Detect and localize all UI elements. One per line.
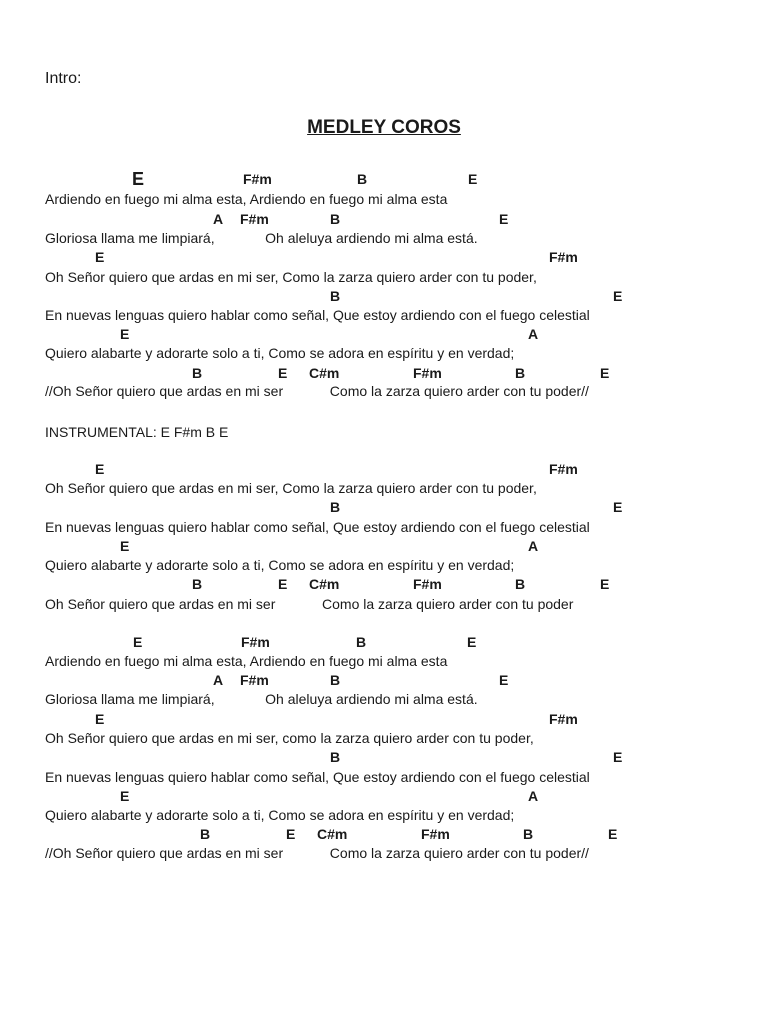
- lyric-line: Oh Señor quiero que ardas en mi ser, Como la zarza quiero arder con tu poder,: [45, 480, 537, 496]
- lyric-line: Gloriosa llama me limpiará, Oh aleluya ardiendo mi alma está.: [45, 691, 478, 707]
- chord: E: [600, 576, 610, 592]
- chord: E: [95, 249, 105, 265]
- chord: E: [132, 169, 145, 189]
- lyric-line: En nuevas lenguas quiero hablar como señal, Que estoy ardiendo con el fuego celestial: [45, 307, 590, 323]
- lyric-line: Ardiendo en fuego mi alma esta, Ardiendo en fuego mi alma esta: [45, 653, 448, 669]
- lyric-line: Gloriosa llama me limpiará, Oh aleluya ardiendo mi alma está.: [45, 230, 478, 246]
- lyric-line: Oh Señor quiero que ardas en mi ser, como la zarza quiero arder con tu poder,: [45, 730, 534, 746]
- chord: F#m: [243, 171, 272, 187]
- chord: C#m: [309, 365, 340, 381]
- chord: A: [528, 326, 539, 342]
- chord: A: [213, 672, 224, 688]
- chord: B: [330, 749, 341, 765]
- lyric-line: Quiero alabarte y adorarte solo a ti, Como se adora en espíritu y en verdad;: [45, 345, 515, 361]
- chord: A: [528, 788, 539, 804]
- chord: E: [120, 788, 130, 804]
- intro-label: Intro:: [45, 70, 82, 87]
- chord: F#m: [241, 634, 270, 650]
- chord: F#m: [413, 576, 442, 592]
- chord: B: [330, 499, 341, 515]
- instrumental-line: INSTRUMENTAL: E F#m B E: [45, 424, 229, 440]
- chord: B: [330, 288, 341, 304]
- page-title: MEDLEY COROS: [307, 117, 461, 138]
- lyric-line: Ardiendo en fuego mi alma esta, Ardiendo en fuego mi alma esta: [45, 191, 448, 207]
- chord: C#m: [309, 576, 340, 592]
- lyric-line: En nuevas lenguas quiero hablar como señal, Que estoy ardiendo con el fuego celestial: [45, 519, 590, 535]
- chord: B: [200, 826, 211, 842]
- chord: B: [192, 365, 203, 381]
- chord: E: [613, 499, 623, 515]
- chord: E: [613, 288, 623, 304]
- chord: F#m: [549, 249, 578, 265]
- chord: E: [120, 538, 130, 554]
- chord: B: [330, 672, 341, 688]
- chord: F#m: [240, 211, 269, 227]
- chord: E: [95, 461, 105, 477]
- chord: B: [356, 634, 367, 650]
- chord: E: [278, 365, 288, 381]
- lyric-line: Quiero alabarte y adorarte solo a ti, Como se adora en espíritu y en verdad;: [45, 557, 515, 573]
- lyric-line: Quiero alabarte y adorarte solo a ti, Como se adora en espíritu y en verdad;: [45, 807, 515, 823]
- lyric-line: //Oh Señor quiero que ardas en mi ser Como la zarza quiero arder con tu poder//: [45, 383, 589, 399]
- lyric-line: Oh Señor quiero que ardas en mi ser Como la zarza quiero arder con tu poder: [45, 596, 574, 612]
- chord: B: [523, 826, 534, 842]
- chord: B: [515, 365, 526, 381]
- chord: F#m: [421, 826, 450, 842]
- lyric-line: //Oh Señor quiero que ardas en mi ser Como la zarza quiero arder con tu poder//: [45, 845, 589, 861]
- chord: E: [608, 826, 618, 842]
- chord: E: [499, 672, 509, 688]
- lyric-line: Oh Señor quiero que ardas en mi ser, Como la zarza quiero arder con tu poder,: [45, 269, 537, 285]
- chord: B: [192, 576, 203, 592]
- chord: F#m: [413, 365, 442, 381]
- chord: B: [357, 171, 368, 187]
- chord: E: [95, 711, 105, 727]
- chord: A: [213, 211, 224, 227]
- chord: E: [613, 749, 623, 765]
- chord: E: [600, 365, 610, 381]
- chord: F#m: [549, 711, 578, 727]
- chord: A: [528, 538, 539, 554]
- chord: E: [120, 326, 130, 342]
- chord: F#m: [240, 672, 269, 688]
- chord: B: [515, 576, 526, 592]
- chord: C#m: [317, 826, 348, 842]
- chord: B: [330, 211, 341, 227]
- chord: E: [467, 634, 477, 650]
- chord: E: [499, 211, 509, 227]
- chord: F#m: [549, 461, 578, 477]
- lyric-line: En nuevas lenguas quiero hablar como señal, Que estoy ardiendo con el fuego celestial: [45, 769, 590, 785]
- chord: E: [133, 634, 143, 650]
- chord: E: [278, 576, 288, 592]
- chord: E: [468, 171, 478, 187]
- chord: E: [286, 826, 296, 842]
